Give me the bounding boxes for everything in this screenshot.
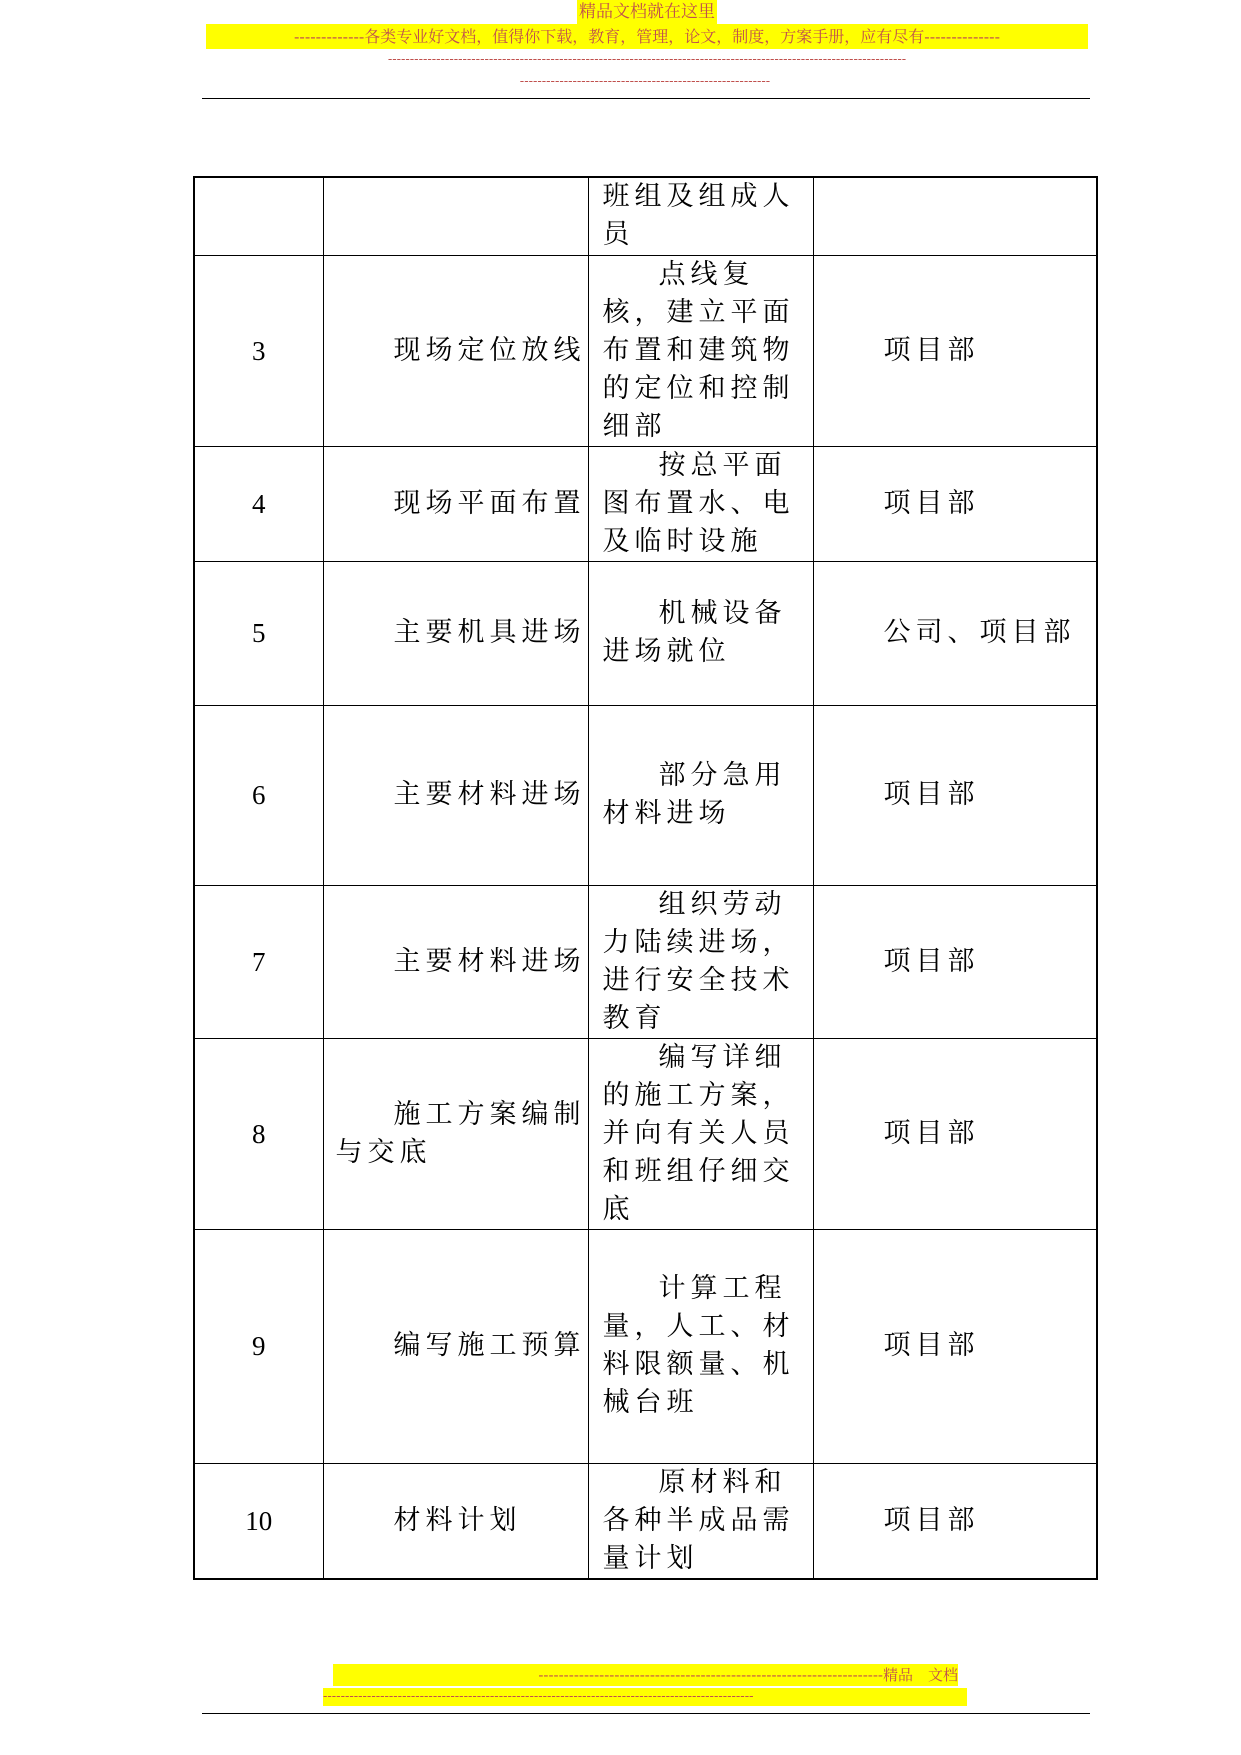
footer-banner: --------------------------------------------------------------------精品 文档 (333, 1664, 958, 1686)
responsible-party: 项目部 (813, 705, 1097, 885)
schedule-table (193, 176, 1098, 1580)
task-description: 编写详细的施工方案，并向有关人员和班组仔细交底 (588, 1038, 813, 1229)
row-number: 6 (194, 705, 323, 885)
schedule-table-wrapper (193, 176, 1098, 1580)
row-number: 4 (194, 446, 323, 561)
header-dash-line-short: --------------------------------------------------------- (519, 74, 771, 89)
header-dash-line: ---------------------------------------------------------------------------------------------------------------------- (387, 52, 907, 67)
responsible-party: 项目部 (813, 1229, 1097, 1463)
responsible-party: 公司、项目部 (813, 561, 1097, 705)
responsible-party: 项目部 (813, 1463, 1097, 1579)
task-name: 编写施工预算 (323, 1229, 588, 1463)
task-description: 机械设备进场就位 (588, 561, 813, 705)
task-name: 现场定位放线 (323, 255, 588, 446)
task-description: 计算工程量，人工、材料限额量、机械台班 (588, 1229, 813, 1463)
task-description: 原材料和各种半成品需量计划 (588, 1463, 813, 1579)
table-row (194, 885, 1097, 1038)
row-number (194, 177, 323, 255)
table-row (194, 177, 1097, 255)
footer-rule (202, 1713, 1090, 1714)
row-number: 5 (194, 561, 323, 705)
task-name: 主要机具进场 (323, 561, 588, 705)
task-name: 施工方案编制与交底 (323, 1038, 588, 1229)
responsible-party: 项目部 (813, 1038, 1097, 1229)
responsible-party: 项目部 (813, 446, 1097, 561)
task-description: 点线复核，建立平面布置和建筑物的定位和控制细部 (588, 255, 813, 446)
task-description: 组织劳动力陆续进场，进行安全技术教育 (588, 885, 813, 1038)
task-description: 班组及组成人员 (588, 177, 813, 255)
task-description: 按总平面图布置水、电及临时设施 (588, 446, 813, 561)
responsible-party (813, 177, 1097, 255)
footer-dash-line: -------------------------------------------------------------------------------------------------- (323, 1688, 967, 1706)
row-number: 8 (194, 1038, 323, 1229)
task-name: 材料计划 (323, 1463, 588, 1579)
table-row (194, 561, 1097, 705)
table-row (194, 1229, 1097, 1463)
task-name: 主要材料进场 (323, 885, 588, 1038)
table-row (194, 1038, 1097, 1229)
header-rule (202, 98, 1090, 99)
header-banner: -------------各类专业好文档，值得你下载，教育，管理，论文，制度，方案手册，应有尽有-------------- (206, 24, 1088, 49)
row-number: 3 (194, 255, 323, 446)
task-name (323, 177, 588, 255)
table-row (194, 446, 1097, 561)
table-row (194, 255, 1097, 446)
row-number: 9 (194, 1229, 323, 1463)
responsible-party: 项目部 (813, 255, 1097, 446)
task-name: 现场平面布置 (323, 446, 588, 561)
responsible-party: 项目部 (813, 885, 1097, 1038)
task-description: 部分急用材料进场 (588, 705, 813, 885)
task-name: 主要材料进场 (323, 705, 588, 885)
table-row (194, 705, 1097, 885)
table-row (194, 1463, 1097, 1579)
row-number: 7 (194, 885, 323, 1038)
header-title: 精品文档就在这里 (579, 2, 715, 22)
row-number: 10 (194, 1463, 323, 1579)
